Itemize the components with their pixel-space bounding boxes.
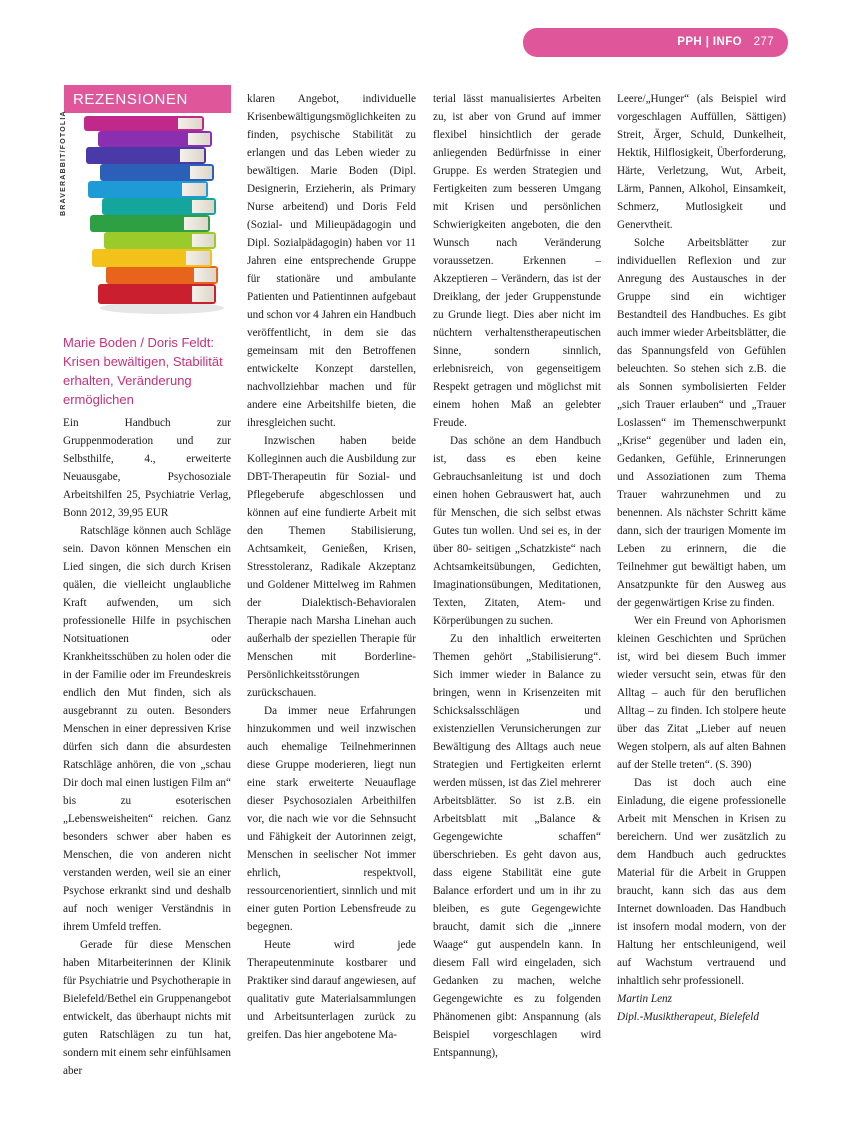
paragraph: Wer ein Freund von Aphorismen kleinen Geschichten und Sprüchen ist, wird bei diesem Buch immer wieder versucht sein, etwas für den Alltag – auch für den beruflichen Alltag – zu finden. Ich stolpere heute über das Zitat „Lieber auf neuen Wegen stolpern, als auf alten Bahnen auf der Stelle treten“. (S. 390) — [617, 615, 786, 771]
paragraph: klaren Angebot, individuelle Krisenbewältigungsmöglichkeiten zu finden, psychische Stabilität zu erlangen und das Leben wieder zu bewältigen. Marie Boden (Dipl. Designerin, Erzieherin, als Primary Nurse arbeitend) und Doris Feld (Sozial- und Milieupädagogin und Dipl. Sozialpädagogin) haben vor 11 Jahren eine entsprechende Gruppe für stationäre und ambulante Patienten und Patientinnen aufgebaut und schon vor 4 Jahren ein Handbuch veröffentlicht, in dem sie das gemeinsam mit den Betroffenen entwickelte Konzept darstellen, nachvollziehbar machen und für andere eine Arbeitshilfe bieten, die ihresgleichen sucht. — [247, 93, 417, 429]
book-violet — [98, 131, 212, 147]
book-magenta — [84, 116, 204, 131]
book-yellow — [92, 249, 212, 267]
book-teal — [102, 198, 216, 215]
page-header-pill — [523, 28, 788, 57]
review-column-4 — [617, 90, 786, 1026]
paragraph: Ratschläge können auch Schläge sein. Davon können Menschen ein Lied singen, die sich durch Krisen quälen, die vielleicht unglaubliche Kraft aufwenden, um sich professionelle Hilfe in psychischen Notsituationen oder Krankheitsschüben zu holen oder die in der Familie oder im Freundeskreis endlich den Mut finden, sich als ausgebrannt zu outen. Besonders Menschen in einer depressiven Krise dürfen sich dann die absurdesten Ratschläge anhören, die von „schau Dir doch mal einen lustigen Film an“ bis zu esoterischen „Lebensweisheiten“ reichen. Ganz besonders schwer aber haben es Menschen, die von anderen nicht verstanden werden, weil sie an einer Psychose erkrankt sind und deshalb auf noch weniger Verständnis in ihrem Umfeld treffen. — [63, 525, 231, 933]
book-lime — [104, 232, 216, 249]
book-cyan — [88, 181, 208, 198]
reviewer-role: Dipl.-Musiktherapeut, Bielefeld — [617, 1011, 759, 1023]
book-orange — [106, 266, 218, 284]
page-number: 277 — [753, 36, 774, 48]
book-stack-image — [82, 116, 232, 316]
review-column-2 — [247, 90, 416, 1044]
paragraph: Heute wird jede Therapeutenminute kostbarer und Praktiker sind darauf angewiesen, auf qualitativ gute Materialsammlungen und Arbeitsunterlagen zurück zu greifen. Das hier angebotene Ma- — [247, 939, 416, 1041]
book-green — [90, 215, 210, 232]
paragraph: Da immer neue Erfahrungen hinzukommen und weil inzwischen auch ehemalige Teilnehmerinnen diese Gruppe moderieren, liegt nun eine stark erweiterte Neuauflage dieser Psychosozialen Arbeithilfen vor, die nach wie vor die Sehnsucht und Fähigkeit der Autorinnen zeigt, Menschen in seelischer Not immer ehrlich, respektvoll, ressourcenorientiert, sinnlich und mit einer guten Portion Lebensfreude zu begegnen. — [247, 705, 416, 933]
review-column-1 — [63, 414, 231, 1080]
photo-credit: BRAVERABBIT/FOTOLIA — [60, 110, 67, 216]
paragraph: Zu den inhaltlich erweiterten Themen gehört „Stabilisierung“. Sich immer wieder in Balance zu bringen, wenn in Krisenzeiten mit Schicksalsschlägen und existenziellen Verunsicherungen zur Bewältigung des Alltags auch neue Strategien und Fertigkeiten erlernt werden müssen, ist das Ziel mehrerer Arbeitsblätter. So ist z.B. ein Arbeitsblatt mit „Balance & Gegengewichte schaffen“ überschrieben. Es geht davon aus, dass eigene Stabilität eine gute Balance erfordert und um in ihr zu bleiben, es gute Gegengewichte braucht, damit sich die „innere Waage“ gut auspendeln kann. In diesem Fall wird eingeladen, sich Gedanken zu machen, welche Gegengewichte es zu folgenden Phänomenen gibt: Anspannung (als Beispiel vorgeschlagen wird Entspannung), — [433, 633, 601, 1059]
paragraph: terial lässt manualisiertes Arbeiten zu, ist aber von Grund auf immer flexibel hinsichtlich der gerade anliegenden Bedürfnisse in einer Gruppe. Es werden Strategien und Fertigkeiten zum besseren Umgang mit Krisen und persönlichen Schwierigkeiten angeboten, die den Wunsch nach Veränderung voraussetzen. Erkennen – Akzeptieren – Verändern, das ist der Dreiklang, der jeder Gruppenstunde zu Grunde liegt. Dies aber nicht im nüchtern verhaltenstherapeutischen Sinne, sondern sinnlich, erlebnisreich, von gegenseitigem Respekt getragen und möglichst mit einem hohen Maß an gelebter Freude. — [433, 93, 601, 429]
book-blue — [100, 164, 214, 181]
review-column-3 — [433, 90, 601, 1062]
reviewer-name: Martin Lenz — [617, 993, 673, 1005]
section-tab-label: REZENSIONEN — [73, 91, 188, 108]
section-tab — [64, 85, 231, 113]
book-red — [98, 284, 216, 304]
paragraph: Solche Arbeitsblätter zur individuellen Reflexion und zur Anregung des Austausches in der Gruppe sind ein wichtiger Bestandteil des Handbuches. Es gibt auch immer wieder Arbeitsblätter, die das Spannungsfeld von Gefühlen beleuchten. So stehen sich z.B. die als Sonnen symbolisierten Felder „sich Trauer erlauben“ und „Trauer Loslassen“ im Themenschwerpunkt „Krise“ gegenüber und laden ein, Gedanken, Gefühle, Erinnerungen und Assoziationen zum Thema Trauer wahrzunehmen und zu benennen. Als nächster Schritt käme dann, sich der traurigen Momente im Leben zu erinnern, die die Teilnehmer gut bewältigt haben, um Ansatzpunkte für den Ausweg aus der gegenwärtigen Krise zu finden. — [617, 237, 786, 609]
paragraph: Leere/„Hunger“ (als Beispiel wird vorgeschlagen Auffüllen, Sättigen) Streit, Ärger, Schuld, Dunkelheit, Hektik, Hilflosigkeit, Überforderung, Härte, Verletzung, Wut, Arbeit, Lärm, Pannen, Alkohol, Einsamkeit, Schmerz, Mutlosigkeit und Genervtheit. — [617, 93, 786, 231]
paragraph: Das ist doch auch eine Einladung, die eigene professionelle Arbeit mit Menschen in Krisen zu bereichern. Und wer zusätzlich zu dem Handbuch auch gedrucktes Material für die Arbeit in Gruppen braucht, kann sich das aus dem Internet downloaden. Das Handbuch ist insofern modal modern, von der Haltung her entschleunigend, weil auf Wachstum vertrauend und inhaltlich sehr professionell. — [617, 777, 786, 987]
bibliographic-info: Ein Handbuch zur Gruppenmoderation und zur Selbsthilfe, 4., erweiterte Neuausgabe, Psychosoziale Arbeitshilfen 25, Psychiatrie Verlag, Bonn 2012, 39,95 EUR — [63, 417, 231, 519]
section-label: PPH | INFO — [677, 36, 742, 48]
paragraph: Das schöne an dem Handbuch ist, dass es eben keine Gebrauchsanleitung ist und doch einen hohen Gebrauswert hat, auch für Menschen, die sich selbst etwas Gutes tun wollen. Und sei es, in der über 80- seitigen „Schatzkiste“ nach Achtsamkeitsübungen, Gedichten, Imaginationsübungen, Meditationen, Texten, Zitaten, Atem- und Körperübungen zu suchen. — [433, 435, 601, 627]
book-title: Marie Boden / Doris Feldt: Krisen bewältigen, Stabilität erhalten, Veränderung ermöglichen — [63, 335, 223, 407]
paragraph: Gerade für diese Menschen haben Mitarbeiterinnen der Klinik für Psychiatrie und Psychotherapie in Bielefeld/Bethel ein Gruppenangebot entwickelt, das überhaupt nichts mit guten Ratschlägen zu tun hat, sondern mit einem sehr einfühlsamen aber — [63, 939, 231, 1077]
paragraph: Inzwischen haben beide Kolleginnen auch die Ausbildung zur DBT-Therapeutin für Sozial- und Pflegeberufe abgeschlossen und können auf eine fundierte Arbeit mit den Themen Stabilisierung, Achtsamkeit, Genießen, Krisen, Stresstoleranz, Radikale Akzeptanz und Goldener Mittelweg im Rahmen der Dialektisch-Behavioralen Therapie nach Marsha Linehan auch außerhalb der speziellen Therapie für Menschen mit Borderline-Persönlichkeitsstörungen zurückschauen. — [247, 435, 416, 699]
book-indigo — [86, 147, 206, 164]
